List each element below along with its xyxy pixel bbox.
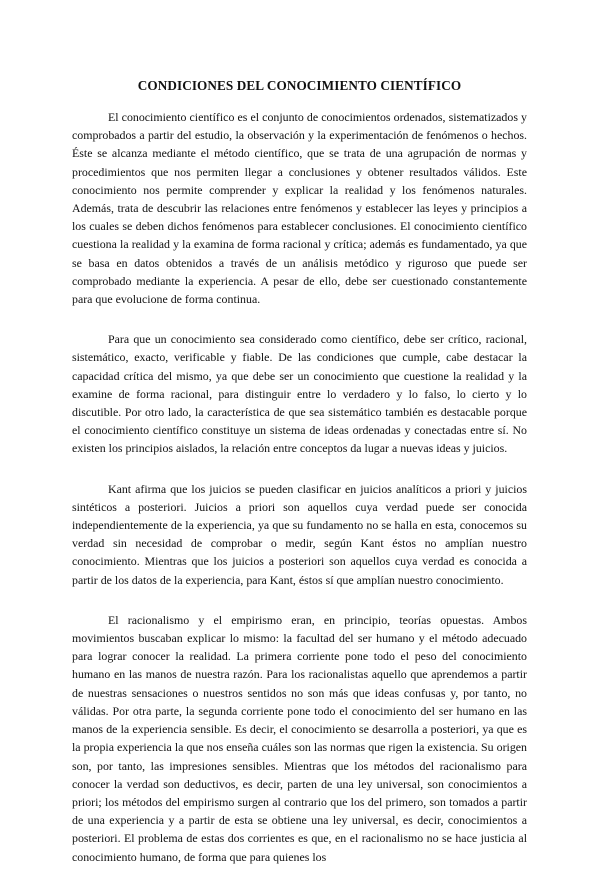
document-body <box>72 108 527 888</box>
paragraph-scientific-knowledge: El conocimiento científico es el conjunto de conocimientos ordenados, sistematizados y comprobados a partir del estudio, la observación y la experimentación de fenómenos o hechos. Éste se alcanza mediante el método científico, que se trata de una agrupación de normas y procedimientos que nos permiten llegar a conclusiones y obtener resultados válidos. Este conocimiento nos permite comprender y explicar la realidad y los fenómenos naturales. Además, trata de descubrir las relaciones entre fenómenos y establecer las leyes y principios a los cuales se deben dichos fenómenos para establecer conclusiones. El conocimiento científico cuestiona la realidad y la examina de forma racional y crítica; además es fundamentado, ya que se basa en datos obtenidos a través de un análisis metódico y riguroso que puede ser comprobado mediante la experiencia. A pesar de ello, debe ser cuestionado constantemente para que evolucione de forma continua. <box>72 110 527 307</box>
document-title: CONDICIONES DEL CONOCIMIENTO CIENTÍFICO <box>137 78 462 93</box>
paragraph-kant-judgments: Kant afirma que los juicios se pueden clasificar en juicios analíticos a priori y juicios sintéticos a posteriori. Juicios a priori son aquellos cuya verdad puede ser conocida independientemente de la experiencia, ya que su fundamento no se halla en esta, conocemos su verdad sin necesidad de comprobar o medir, según Kant éstos no amplían nuestro conocimiento. Mientras que los juicios a posteriori son aquellos cuya verdad es conocida a partir de los datos de la experiencia, para Kant, éstos sí que amplían nuestro conocimiento. <box>72 481 527 587</box>
paragraph-conditions: Para que un conocimiento sea considerado como científico, debe ser crítico, racional, sistemático, exacto, verificable y fiable. De las condiciones que cumple, cabe destacar la capacidad crítica del mismo, ya que debe ser un conocimiento que cuestione la realidad y la examine de forma racional, para distinguir entre lo verdadero y lo falso, lo cierto y lo discutible. Por otro lado, la característica de que sea sistemático también es destacable porque el conocimiento científico constituye un sistema de ideas ordenadas y conectadas entre sí. No existen los principios aislados, la relación entre conceptos da lugar a nuevas ideas y juicios. <box>72 332 527 456</box>
paragraph-rationalism-empiricism: El racionalismo y el empirismo eran, en principio, teorías opuestas. Ambos movimientos buscaban explicar lo mismo: la facultad del ser humano y el método adecuado para lograr conocer la realidad. La primera corriente pone todo el peso del conocimiento humano en las manos de nuestra razón. Para los racionalistas aquello que aprendemos a partir de nuestras sensaciones o nuestros sentidos no son más que ideas confusas y, por tanto, no válidas. Por otra parte, la segunda corriente pone todo el conocimiento del ser humano en las manos de la experiencia sensible. Es decir, el conocimiento se desarrolla a posteriori, ya que es la propia experiencia la que nos enseña cuáles son las normas que rigen la existencia. Su origen son, por tanto, las impresiones sensibles. Mientras que los métodos del racionalismo para conocer la verdad son deductivos, es decir, parten de una ley universal, son conocimientos a priori; los métodos del empirismo surgen al contrario que los del primero, son tomados a partir de una experiencia y a partir de esta se obtiene una ley universal, es decir, conocimientos a posteriori. El problema de estas dos corrientes es que, en el racionalismo no se hace justicia al conocimiento humano, de forma que para quienes los <box>72 612 527 864</box>
